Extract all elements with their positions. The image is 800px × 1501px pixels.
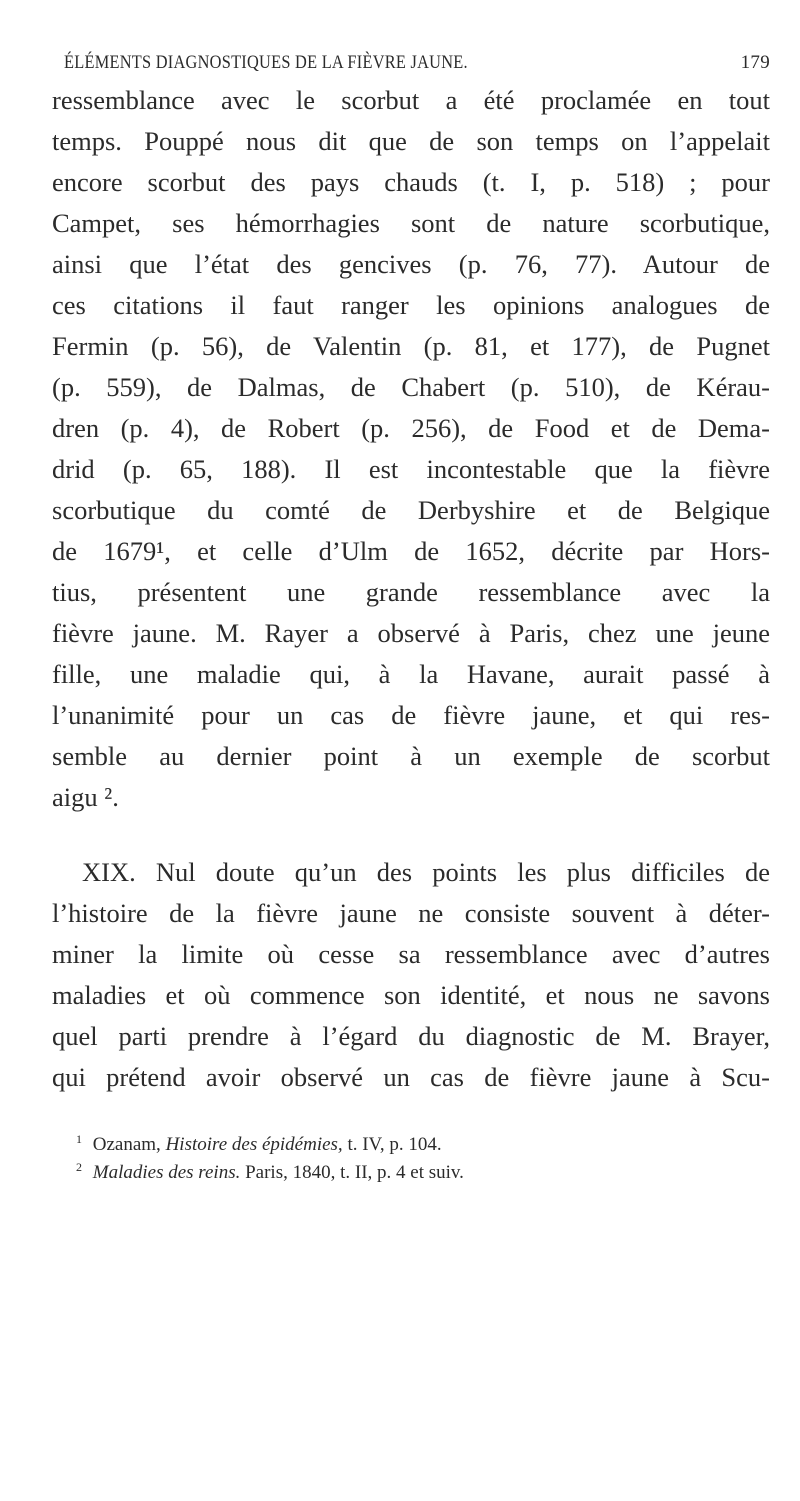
text-line: quel parti prendre à l’égard du diagnostic de M. Brayer, (52, 1021, 770, 1051)
footnote-title: Maladies des reins. (92, 1162, 241, 1183)
text-line: aigu ². (52, 782, 119, 812)
text-line: l’unanimité pour un cas de fièvre jaune, et qui res- (52, 700, 770, 730)
text-line: drid (p. 65, 188). Il est incontestable que la fièvre (52, 454, 770, 484)
footnote: 2 Maladies des reins. Paris, 1840, t. II, p. 4 et suiv. (76, 1159, 464, 1183)
text-line: ressemblance avec le scorbut a été proclamée en tout (52, 85, 770, 115)
text-line: l’histoire de la fièvre jaune ne consiste souvent à déter- (52, 898, 770, 928)
section-first-line: XIX. Nul doute qu’un des points les plus difficiles de (82, 857, 770, 887)
text-line: Campet, ses hémorrhagies sont de nature scorbutique, (52, 208, 770, 238)
text-line: miner la limite où cesse sa ressemblance avec d’autres (52, 939, 770, 969)
text-line: fille, une maladie qui, à la Havane, aurait passé à (52, 659, 770, 689)
text-line: temps. Pouppé nous dit que de son temps on l’appelait (52, 126, 770, 156)
text-line: encore scorbut des pays chauds (t. I, p. 518) ; pour (52, 167, 770, 197)
text-line: maladies et où commence son identité, et nous ne savons (52, 980, 770, 1010)
text-line: qui prétend avoir observé un cas de fièvre jaune à Scu- (52, 1062, 770, 1092)
text-line: Fermin (p. 56), de Valentin (p. 81, et 177), de Pugnet (52, 331, 770, 361)
footnote-reference: t. IV, p. 104. (347, 1134, 442, 1155)
text-line: de 1679¹, et celle d’Ulm de 1652, décrite par Hors- (52, 536, 770, 566)
text-line: tius, présentent une grande ressemblance avec la (52, 577, 770, 607)
text-line: fièvre jaune. M. Rayer a observé à Paris, chez une jeune (52, 618, 770, 648)
text-line: ces citations il faut ranger les opinions analogues de (52, 290, 770, 320)
text-line: (p. 559), de Dalmas, de Chabert (p. 510), de Kérau- (52, 372, 770, 402)
footnote-author: Ozanam, (92, 1134, 161, 1155)
running-title: ÉLÉMENTS DIAGNOSTIQUES DE LA FIÈVRE JAUNE. (64, 52, 468, 73)
text-line: semble au dernier point à un exemple de scorbut (52, 741, 770, 771)
footnote: 1 Ozanam, Histoire des épidémies, t. IV, p. 104. (76, 1131, 442, 1155)
text-line: dren (p. 4), de Robert (p. 256), de Food et de Dema- (52, 413, 770, 443)
text-line: ainsi que l’état des gencives (p. 76, 77). Autour de (52, 249, 770, 279)
running-header (64, 52, 770, 80)
text-line: scorbutique du comté de Derbyshire et de Belgique (52, 495, 770, 525)
page-number: 179 (740, 52, 770, 73)
footnote-reference: Paris, 1840, t. II, p. 4 et suiv. (245, 1162, 464, 1183)
footnote-title: Histoire des épidémies, (165, 1134, 343, 1155)
